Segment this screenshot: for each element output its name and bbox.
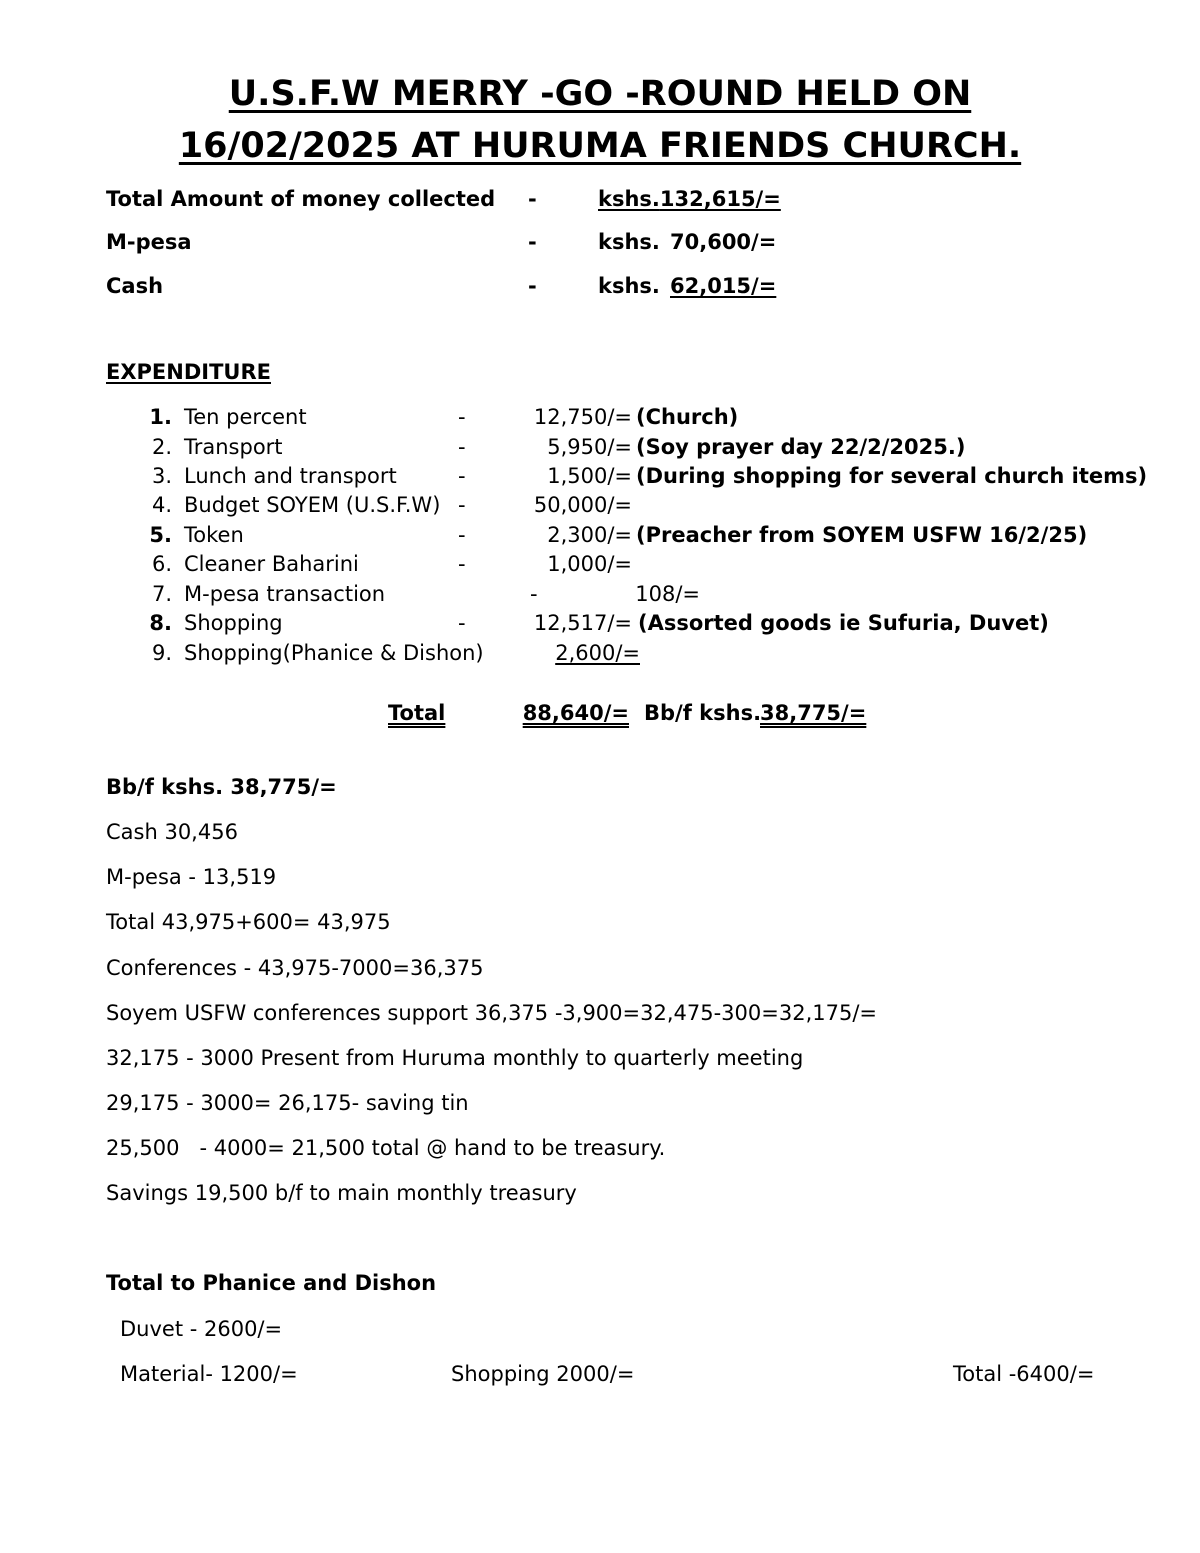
expense-amount: 1,500/=: [547, 464, 632, 488]
expense-label: Cleaner Baharini: [184, 552, 359, 576]
expense-label: Token: [184, 523, 244, 547]
collection-cash-label: Cash: [106, 274, 164, 298]
collection-mpesa-label: M-pesa: [106, 230, 192, 254]
expense-number: 1.: [149, 405, 172, 429]
expense-label: Lunch and transport: [184, 464, 397, 488]
expenditure-total-label: Total: [388, 701, 446, 725]
collection-cash-amount: 62,015/=: [670, 274, 777, 298]
phanice-duvet: Duvet - 2600/=: [120, 1317, 283, 1341]
expense-label: Budget SOYEM (U.S.F.W): [184, 493, 441, 517]
expense-amount: 108/=: [635, 582, 700, 606]
expense-number: 5.: [149, 523, 172, 547]
collection-mpesa-dash: -: [528, 230, 537, 254]
expense-amount: 2,300/=: [547, 523, 632, 547]
expense-dash: -: [458, 552, 466, 576]
phanice-heading: Total to Phanice and Dishon: [106, 1271, 437, 1295]
collection-cash-dash: -: [528, 274, 537, 298]
expenditure-total-amount: 88,640/=: [522, 701, 629, 725]
note-line: Soyem USFW conferences support 36,375 -3,900=32,475-300=32,175/=: [106, 1001, 878, 1025]
note-line: Cash 30,456: [106, 820, 238, 844]
note-line: Savings 19,500 b/f to main monthly treasury: [106, 1181, 577, 1205]
note-line: 29,175 - 3000= 26,175- saving tin: [106, 1091, 469, 1115]
expense-amount: 5,950/=: [547, 435, 632, 459]
expense-label: M-pesa transaction: [184, 582, 386, 606]
note-line: 25,500 - 4000= 21,500 total @ hand to be treasury.: [106, 1136, 666, 1160]
expense-note: (Church): [636, 405, 739, 429]
bbf-label: Bb/f kshs.: [644, 701, 762, 725]
phanice-material: Material- 1200/=: [120, 1362, 298, 1386]
title-line-2: 16/02/2025 AT HURUMA FRIENDS CHURCH.: [178, 126, 1022, 166]
expense-dash: -: [458, 405, 466, 429]
phanice-shopping: Shopping 2000/=: [451, 1362, 635, 1386]
collection-mpesa-amount: 70,600/=: [670, 230, 777, 254]
note-line: Total 43,975+600= 43,975: [106, 910, 391, 934]
expense-amount: 1,000/=: [547, 552, 632, 576]
phanice-total: Total -6400/=: [953, 1362, 1095, 1386]
note-line: Bb/f kshs. 38,775/=: [106, 775, 337, 799]
expense-label: Ten percent: [184, 405, 307, 429]
expenditure-heading: EXPENDITURE: [106, 360, 271, 384]
expense-amount: 2,600/=: [555, 641, 640, 665]
expense-label: Transport: [184, 435, 283, 459]
expense-dash: -: [458, 464, 466, 488]
expense-number: 4.: [151, 493, 172, 517]
expense-note: (During shopping for several church items): [636, 464, 1148, 488]
expense-amount: 12,517/=: [533, 611, 632, 635]
expense-note: (Assorted goods ie Sufuria, Duvet): [638, 611, 1049, 635]
collection-cash-currency: kshs.: [598, 274, 660, 298]
expense-dash: -: [530, 582, 538, 606]
collection-total-value: kshs.132,615/=: [598, 187, 781, 211]
expense-number: 6.: [151, 552, 172, 576]
expense-note: (Soy prayer day 22/2/2025.): [636, 435, 966, 459]
expense-number: 7.: [151, 582, 172, 606]
note-line: Conferences - 43,975-7000=36,375: [106, 956, 484, 980]
collection-mpesa-currency: kshs.: [598, 230, 660, 254]
title-line-1: U.S.F.W MERRY -GO -ROUND HELD ON: [228, 74, 972, 114]
expense-amount: 12,750/=: [533, 405, 632, 429]
expense-label: Shopping: [184, 611, 283, 635]
expense-number: 2.: [151, 435, 172, 459]
expense-amount: 50,000/=: [533, 493, 632, 517]
expense-dash: -: [458, 611, 466, 635]
expense-dash: -: [458, 523, 466, 547]
expense-number: 3.: [151, 464, 172, 488]
note-line: 32,175 - 3000 Present from Huruma monthly to quarterly meeting: [106, 1046, 804, 1070]
bbf-amount: 38,775/=: [760, 701, 867, 725]
expense-dash: -: [458, 493, 466, 517]
expense-dash: -: [458, 435, 466, 459]
collection-total-dash: -: [528, 187, 537, 211]
expense-label: Shopping(Phanice & Dishon): [184, 641, 484, 665]
collection-total-label: Total Amount of money collected: [106, 187, 496, 211]
expense-number: 8.: [149, 611, 172, 635]
note-line: M-pesa - 13,519: [106, 865, 277, 889]
expense-number: 9.: [151, 641, 172, 665]
expense-note: (Preacher from SOYEM USFW 16/2/25): [636, 523, 1088, 547]
